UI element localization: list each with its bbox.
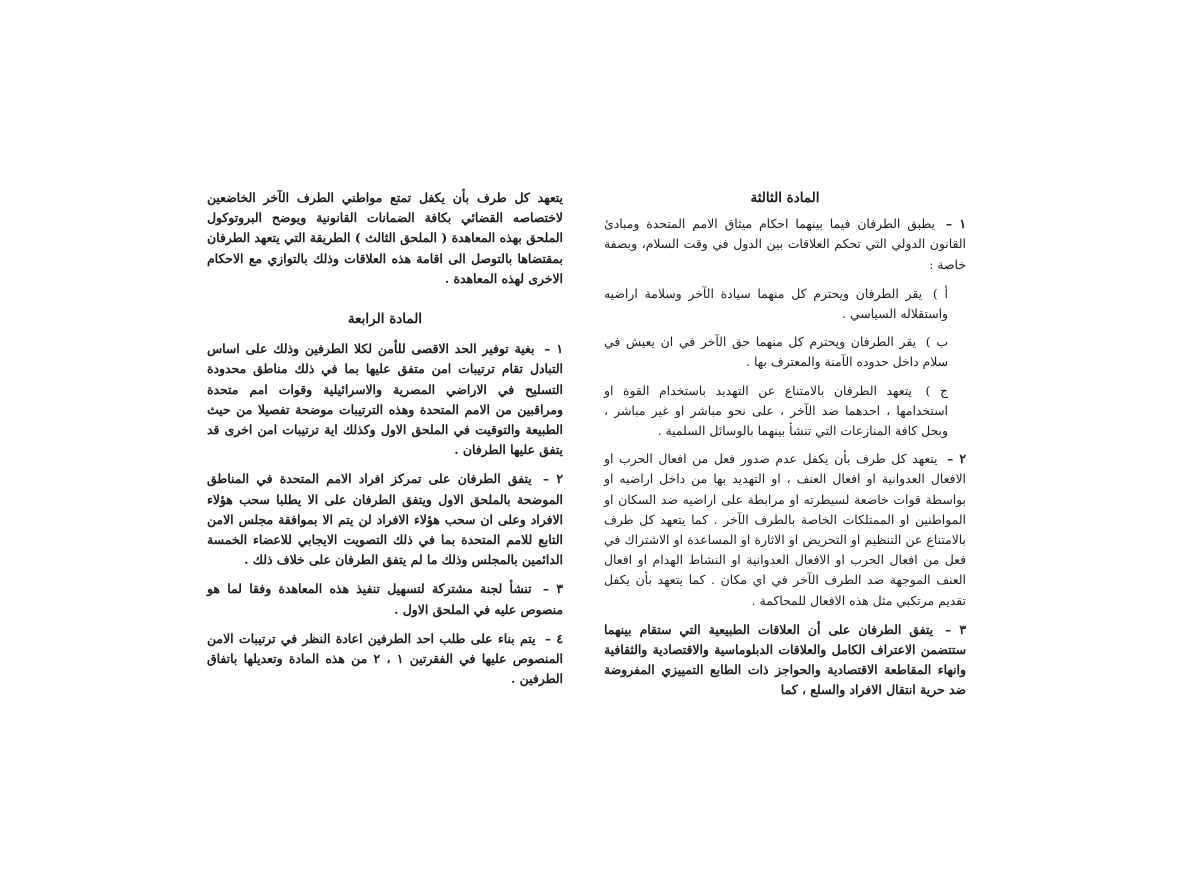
paragraph-text: بغية توفير الحد الاقصى للأمن لكلا الطرفين وذلك على اساس التبادل تقام ترتيبات امن متفق عليها بما في ذلك مناطق محدودة التسليح في الاراضي المصرية والاسرائيلية وقوات امم متحدة ومراقبين من الامم المتحدة وهذه الترتيبات موضحة تفصيلا من حيث الطبيعة والتوقيت في الملحق الاول وكذلك اية ترتيبات امن اخرى قد يتفق عليها الطرفان . [207,341,563,458]
article-three-clause-c [604,381,948,442]
article-three-clause-b [604,332,948,372]
article-three-clause-a [604,284,948,324]
article-four-paragraph-2 [207,469,563,570]
clause-text: يقر الطرفان ويحترم كل منهما حق الآخر في ان يعيش في سلام داخل حدوده الآمنة والمعترف بها . [604,334,948,370]
clause-number: أ ) [932,285,948,301]
paragraph-text: يتم بناء على طلب احد الطرفين اعادة النظر في ترتيبات الامن المنصوص عليها في الفقرتين ١ ، ٢ من هذه المادة وتعديلها باتفاق الطرفين . [207,630,563,687]
clause-text: يقر الطرفان ويحترم كل منهما سيادة الآخر وسلامة اراضيه واستقلاله السياسي . [604,285,948,322]
article-three-paragraph-1 [604,214,966,275]
article-three-heading: المادة الثالثة [750,190,820,206]
article-four-paragraph-4 [207,629,563,690]
clause-text: يتعهد الطرفان بالامتناع عن التهديد باستخدام القوة او استخدامها ، احدهما ضد الآخر ، على نحو مباشر او غير مباشر ، وبحل كافة المنازعات التي تنشأ بينهما بالوسائل السلمية . [604,382,948,439]
article-four-paragraph-1 [207,339,563,460]
article-four-heading: المادة الرابعة [347,311,423,328]
paragraph-text: يطبق الطرفان فيما بينهما احكام ميثاق الامم المتحدة ومبادئ القانون الدولي التي تحكم العلاقات بين الدول في وقت السلام، وبصفة خاصة : [604,216,966,272]
clause-number: ب ) [925,334,948,350]
paragraph-number: ٣ – [945,621,966,637]
left-column [207,188,563,698]
clause-number: ج ) [925,382,948,398]
paragraph-text: يتفق الطرفان على تمركز افراد الامم المتحدة في المناطق الموضحة بالملحق الاول ويتفق الطرفان على الا يطلبا سحب هؤلاء الافراد وعلى ان سحب هؤلاء الافراد لن يتم الا بموافقة مجلس الامن التابع للامم المتحدة بما في ذلك التصويت الايجابي للاعضاء الخمسة الدائمين بالمجلس وذلك ما لم يتفق الطرفان على خلاف ذلك . [207,471,563,568]
paragraph-text: يتفق الطرفان على أن العلاقات الطبيعية التي ستقام بينهما ستتضمن الاعتراف الكامل والعلاقات الدبلوماسية والاقتصادية والثقافية وانهاء المقاطعة الاقتصادية والحواجز ذات الطابع التمييزي المفروضة ضد حرية انتقال الافراد والسلع ، كما [604,621,966,698]
paragraph-number: ٢ – [947,451,966,467]
article-three-paragraph-2 [604,449,966,611]
paragraph-number: ٣ – [542,581,563,597]
paragraph-number: ١ – [945,216,966,232]
article-three-continuation: يتعهد كل طرف بأن يكفل تمتع مواطني الطرف الآخر الخاضعين لاختصاصه القضائي بكافة الضمانات القانونية ويوضح البروتوكول الملحق بهذه المعاهدة ( الملحق الثالث ) الطريقة التي يتعهد الطرفان بمقتضاها بالتوصل الى اقامة هذه العلاقات وذلك بالتوازي مع الاحكام الاخرى لهذه المعاهدة . [207,190,563,286]
paragraph-number: ١ – [544,341,563,357]
paragraph-number: ٢ – [542,471,563,487]
right-column [604,188,966,710]
paragraph-text: يتعهد كل طرف بأن يكفل عدم صدور فعل من افعال الحرب او الافعال العدوانية او افعال العنف ، او التهديد بها من داخل اراضيه او بواسطة قوات خاضعة لسيطرته او مرابطة على اراضيه ضد السكان او المواطنين او الممتلكات الخاصة بالطرف الآخر . كما يتعهد كل طرف بالامتناع عن التنظيم او التحريض او الاثارة او المساعدة او الاشتراك في فعل من افعال الحرب او الافعال العدوانية او النشاط الهدام او افعال العنف الموجهة ضد الطرف الآخر في اي مكان . كما يتعهد بأن يكفل تقديم مرتكبي مثل هذه الافعال للمحاكمة . [604,451,966,608]
article-three-paragraph-3 [604,620,966,701]
article-four-paragraph-3 [207,579,563,619]
paragraph-text: تنشأ لجنة مشتركة لتسهيل تنفيذ هذه المعاهدة وفقا لما هو منصوص عليه في الملحق الاول . [207,581,563,617]
paragraph-number: ٤ – [544,630,563,646]
